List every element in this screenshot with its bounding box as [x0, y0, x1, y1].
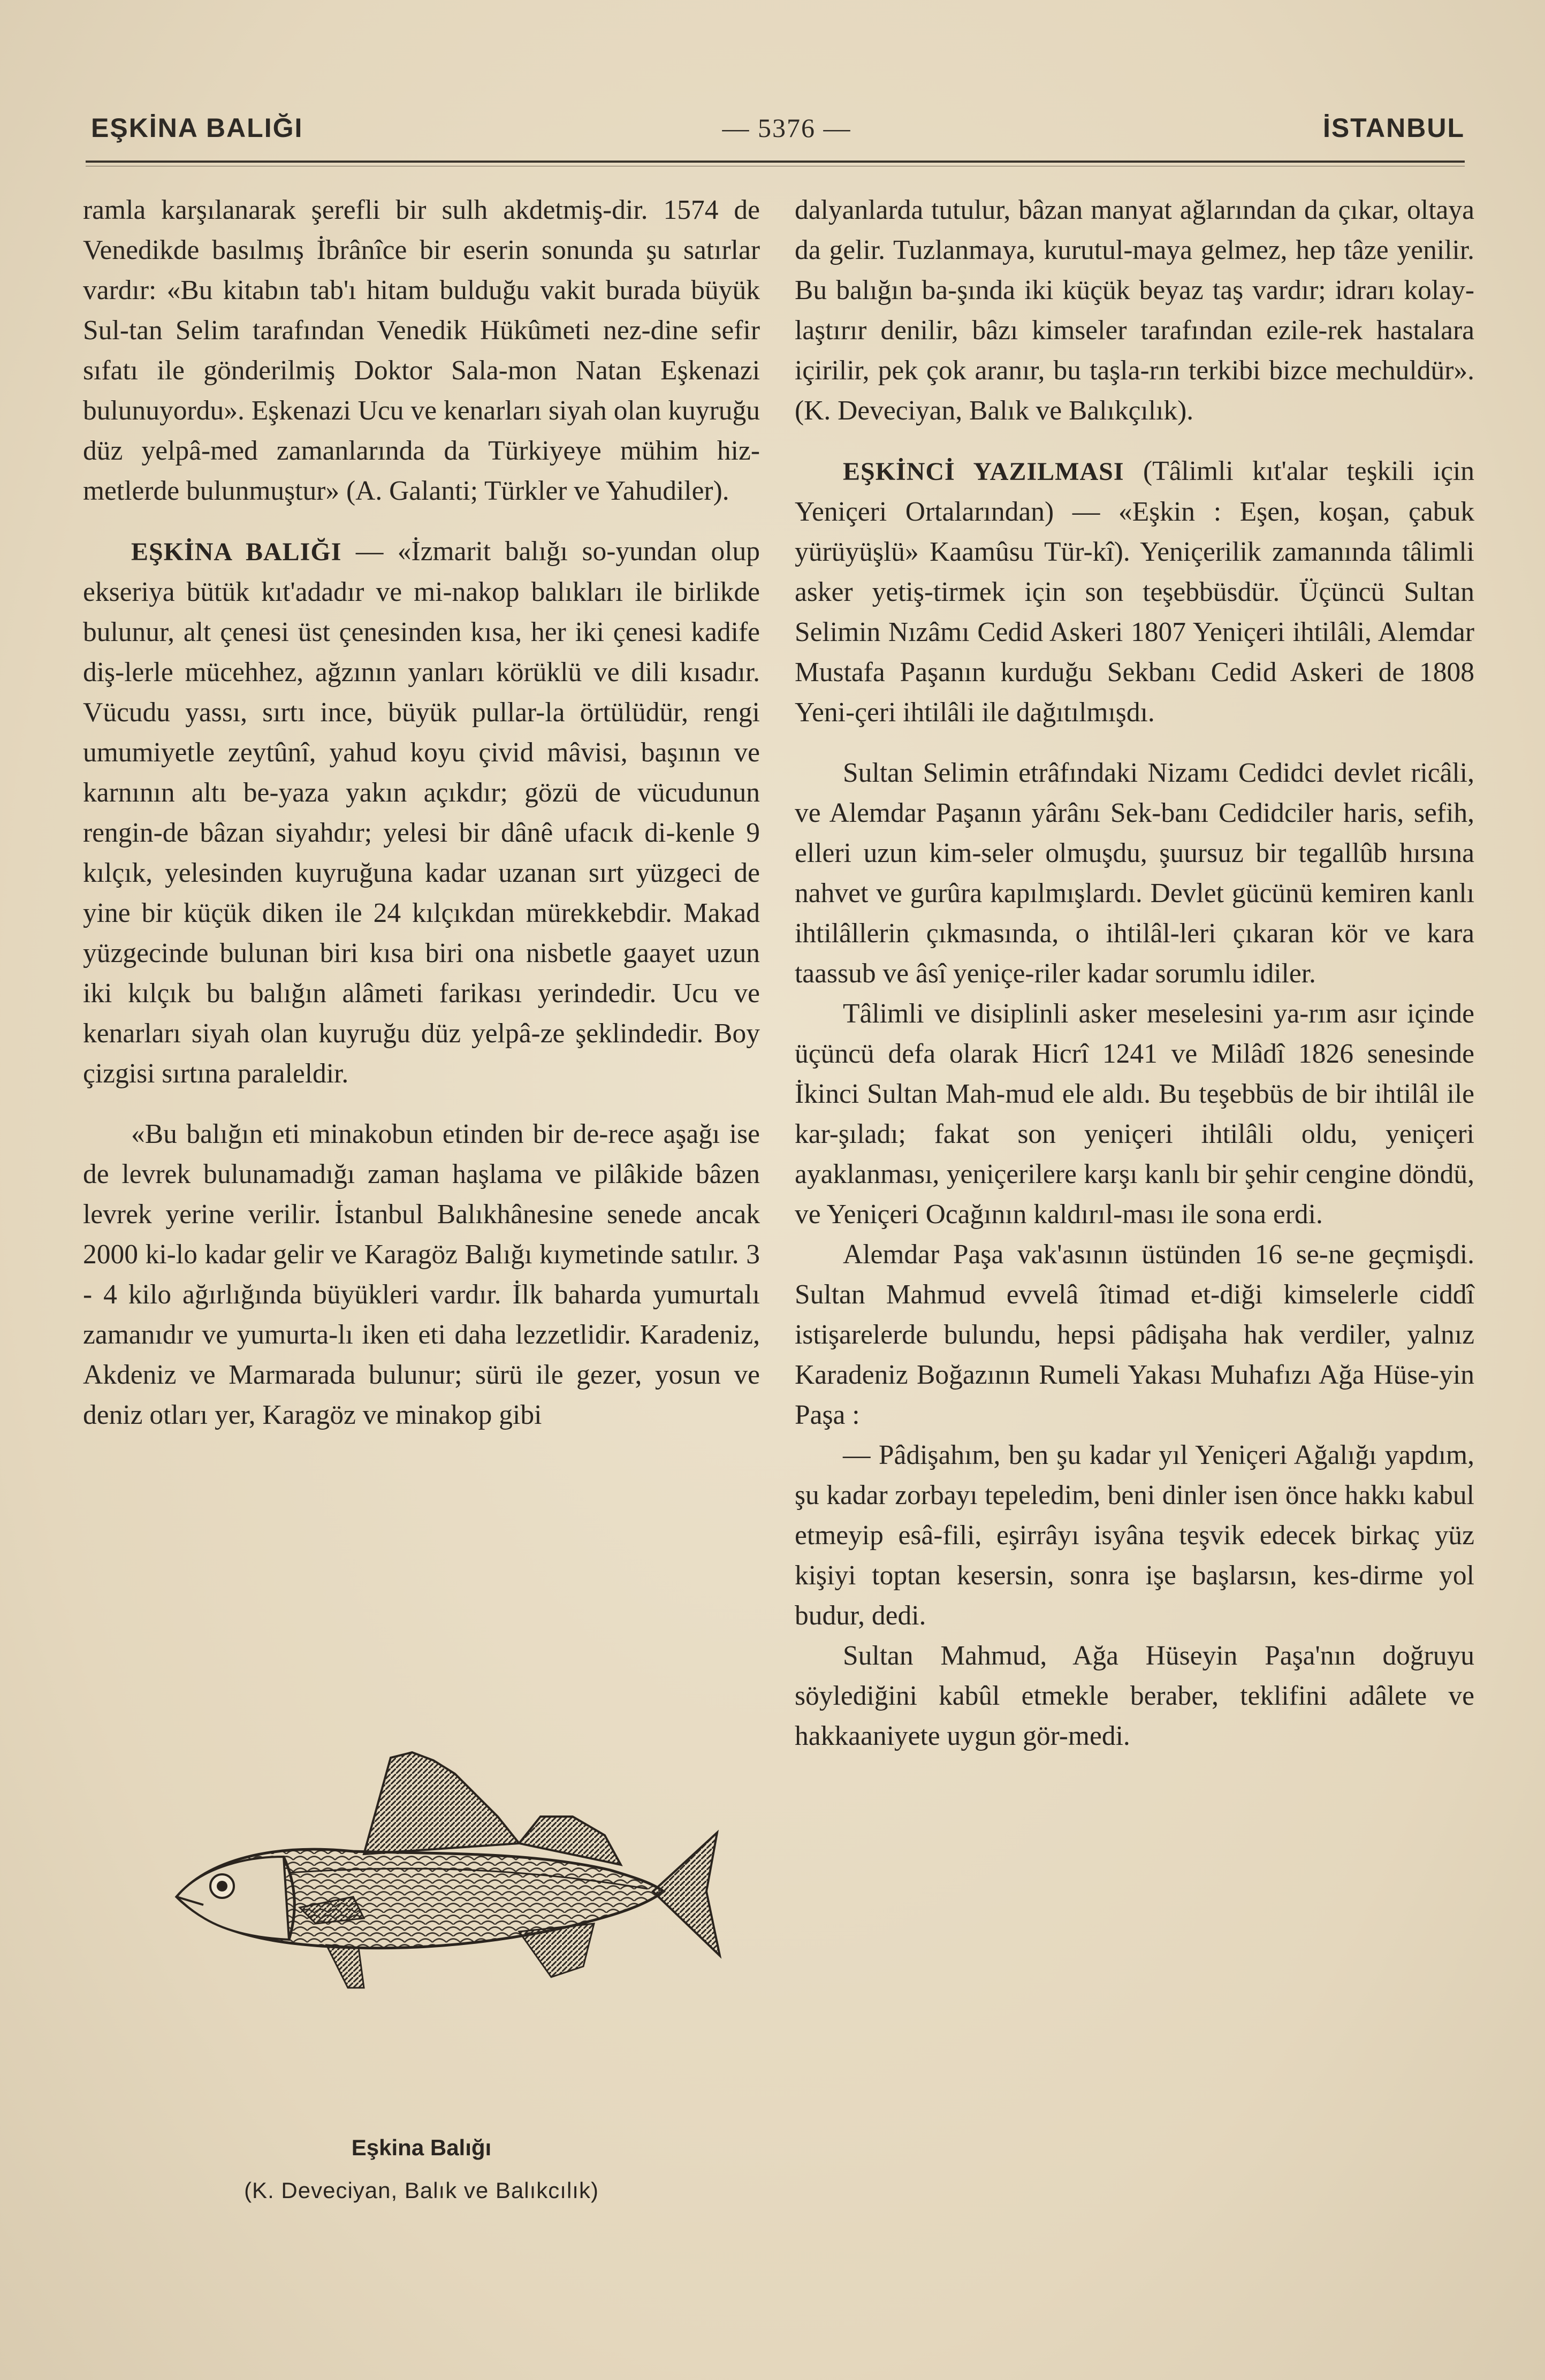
fish-drawing — [112, 1736, 728, 2068]
header-entry-title: EŞKİNA BALIĞI — [91, 113, 303, 143]
fish-illustration — [91, 1736, 760, 2057]
paragraph: «Bu balığın eti minakobun etinden bir de-rece aşağı ise de levrek bulunamadığı zaman haşlama ve pilâkide bâzen levrek yerine verilir. İstanbul Balıkhânesine senede ancak 2000 ki-lo kadar gelir ve Karagöz Balığı kıymetinde satılır. 3 - 4 kilo ağırlığında büyükleri vardır. İlk baharda yumurtalı zamanıdır ve yumurta-lı iken eti daha lezzetlidir. Karadeniz, Akdeniz ve Marmarada bulunur; sürü ile gezer, yosun ve deniz otları yer, Karagöz ve minakop gibi — [83, 1119, 760, 1430]
left-column — [83, 190, 760, 1435]
paragraph: — Pâdişahım, ben şu kadar yıl Yeniçeri Ağalığı yapdım, şu kadar zorbayı tepeledim, beni dinler isen önce hakkı kabul etmeyip esâ-fili, eşirrâyı isyâna teşvik edecek birkaç yüz kişiyi toptan kesersin, sonra işe başlarsın, kes-dirme yol budur, dedi. — [795, 1440, 1474, 1631]
entry-text: (Tâlimli kıt'alar teşkili için Yeniçeri Ortalarından) — «Eşkin : Eşen, koşan, çabuk yürüyüşlü» Kaamûsu Tür-kî). Yeniçerilik zamanında tâlimli asker yetiş-tirmek için son teşebbüsdür. Üçüncü Sultan Selimin Nızâmı Cedid Askeri 1807 Yeniçeri ihtilâli, Alemdar Mustafa Paşanın kurduğu Sekbanı Cedid Askeri de 1808 Yeni-çeri ihtilâli ile dağıtılmışdı. — [795, 456, 1475, 728]
entry-text: — «İzmarit balığı so-yundan olup ekseriya bütük kıt'adadır ve mi-nakop balıkları ile birlikde bulunur, alt çenesi üst çenesinden kısa, her iki çenesi kadife diş-lerle mücehhez, ağzının yanları körüklü ve dili kısadır. Vücudu yassı, sırtı ince, büyük pullar-la örtülüdür, rengi umumiyetle zeytûnî, yahud koyu çivid mâvisi, başının ve karnının altı be-yaza yakın açıkdır; gözü de vücudunun rengin-de bâzan siyahdır; yelesi bir dânê ufacık di-kenle 9 kılçık, yelesinden kuyruğuna kadar uzanan sırt yüzgeci de yine bir küçük diken ile 24 kılçıkdan mürekkebdir. Makad yüzgecinde bulunan biri kısa biri ona nisbetle gaayet uzun iki kılçık bu balığın alâmeti farikası yerindedir. Ucu ve kenarları siyah olan kuyruğu düz yelpâ-ze şeklindedir. Boy çizgisi sırtına paraleldir. — [83, 536, 760, 1089]
entry-heading: EŞKİNCİ YAZILMASI — [843, 457, 1124, 486]
entry-paragraph — [795, 451, 1474, 733]
entry-paragraph — [83, 531, 760, 1094]
page-number: — 5376 — — [722, 113, 851, 143]
figure-caption-title: Eşkina Balığı — [351, 2135, 492, 2160]
right-column — [795, 190, 1474, 1756]
header-rule — [86, 161, 1465, 163]
paragraph: Alemdar Paşa vak'asının üstünden 16 se-ne geçmişdi. Sultan Mahmud evvelâ îtimad et-diği kimselerle ciddî istişarelerde bulundu, hepsi pâdişaha hak verdiler, yalnız Karadeniz Boğazının Rumeli Yakası Muhafızı Ağa Hüse-yin Paşa : — [795, 1239, 1474, 1430]
paragraph: Sultan Mahmud, Ağa Hüseyin Paşa'nın doğruyu söylediğini kabûl etmekle beraber, teklifini adâlete ve hakkaaniyete uygun gör-medi. — [795, 1641, 1474, 1751]
entry-heading: EŞKİNA BALIĞI — [131, 538, 342, 566]
paragraph: Sultan Selimin etrâfındaki Nizamı Cedidci devlet ricâli, ve Alemdar Paşanın yârânı Sek-banı Cedidciler haris, sefih, elleri uzun kim-seler olmuşdu, şuursuz bir tegallûb hırsına nahvet ve gurûra kapılmışlardı. Devlet gücünü kemiren kanlı ihtilâllerin çıkmasında, o ihtilâl-leri çıkaran kör ve kara taassub ve âsî yeniçe-riler kadar sorumlu idiler. — [795, 758, 1474, 989]
paragraph: ramla karşılanarak şerefli bir sulh akdetmiş-dir. 1574 de Venedikde basılmış İbrânîce bir eserin sonunda şu satırlar vardır: «Bu kitabın tab'ı hitam bulduğu vakit burada büyük Sul-tan Selim tarafından Venedik Hükûmeti nez-dine sefir sıfatı ile gönderilmiş Doktor Sala-mon Natan Eşkenazi bulunuyordu». Eşkenazi Ucu ve kenarları siyah olan kuyruğu düz yelpâ-med zamanlarında da Türkiyeye mühim hiz-metlerde bulunmuştur» (A. Galanti; Türkler ve Yahudiler). — [83, 195, 760, 506]
paragraph: Tâlimli ve disiplinli asker meselesini ya-rım asır içinde üçüncü defa olarak Hicrî 1241 ve Milâdî 1826 senesinde İkinci Sultan Mah-mud ele aldı. Bu teşebbüs de bir ihtilâl ile kar-şıladı; fakat son yeniçeri ihtilâli oldu, yeniçeri ayaklanması, yeniçerilere karşı kanlı bir şehir cengine döndü, ve Yeniçeri Ocağının kaldırıl-ması ile sona erdi. — [795, 998, 1474, 1230]
paragraph: dalyanlarda tutulur, bâzan manyat ağlarından da çıkar, oltaya da gelir. Tuzlanmaya, kurutul-maya gelmez, hep tâze yenilir. Bu balığın ba-şında iki küçük beyaz taş vardır; idrarı kolay-laştırır denilir, bâzı kimseler tarafından ezile-rek hastalara içirilir, pek çok aranır, bu taşla-rın terkibi bizce mechuldür». (K. Deveciyan, Balık ve Balıkçılık). — [795, 195, 1474, 426]
figure-caption-source: (K. Deveciyan, Balık ve Balıkcılık) — [244, 2178, 599, 2203]
header-publication: İSTANBUL — [1322, 113, 1465, 143]
running-header — [91, 112, 1465, 161]
